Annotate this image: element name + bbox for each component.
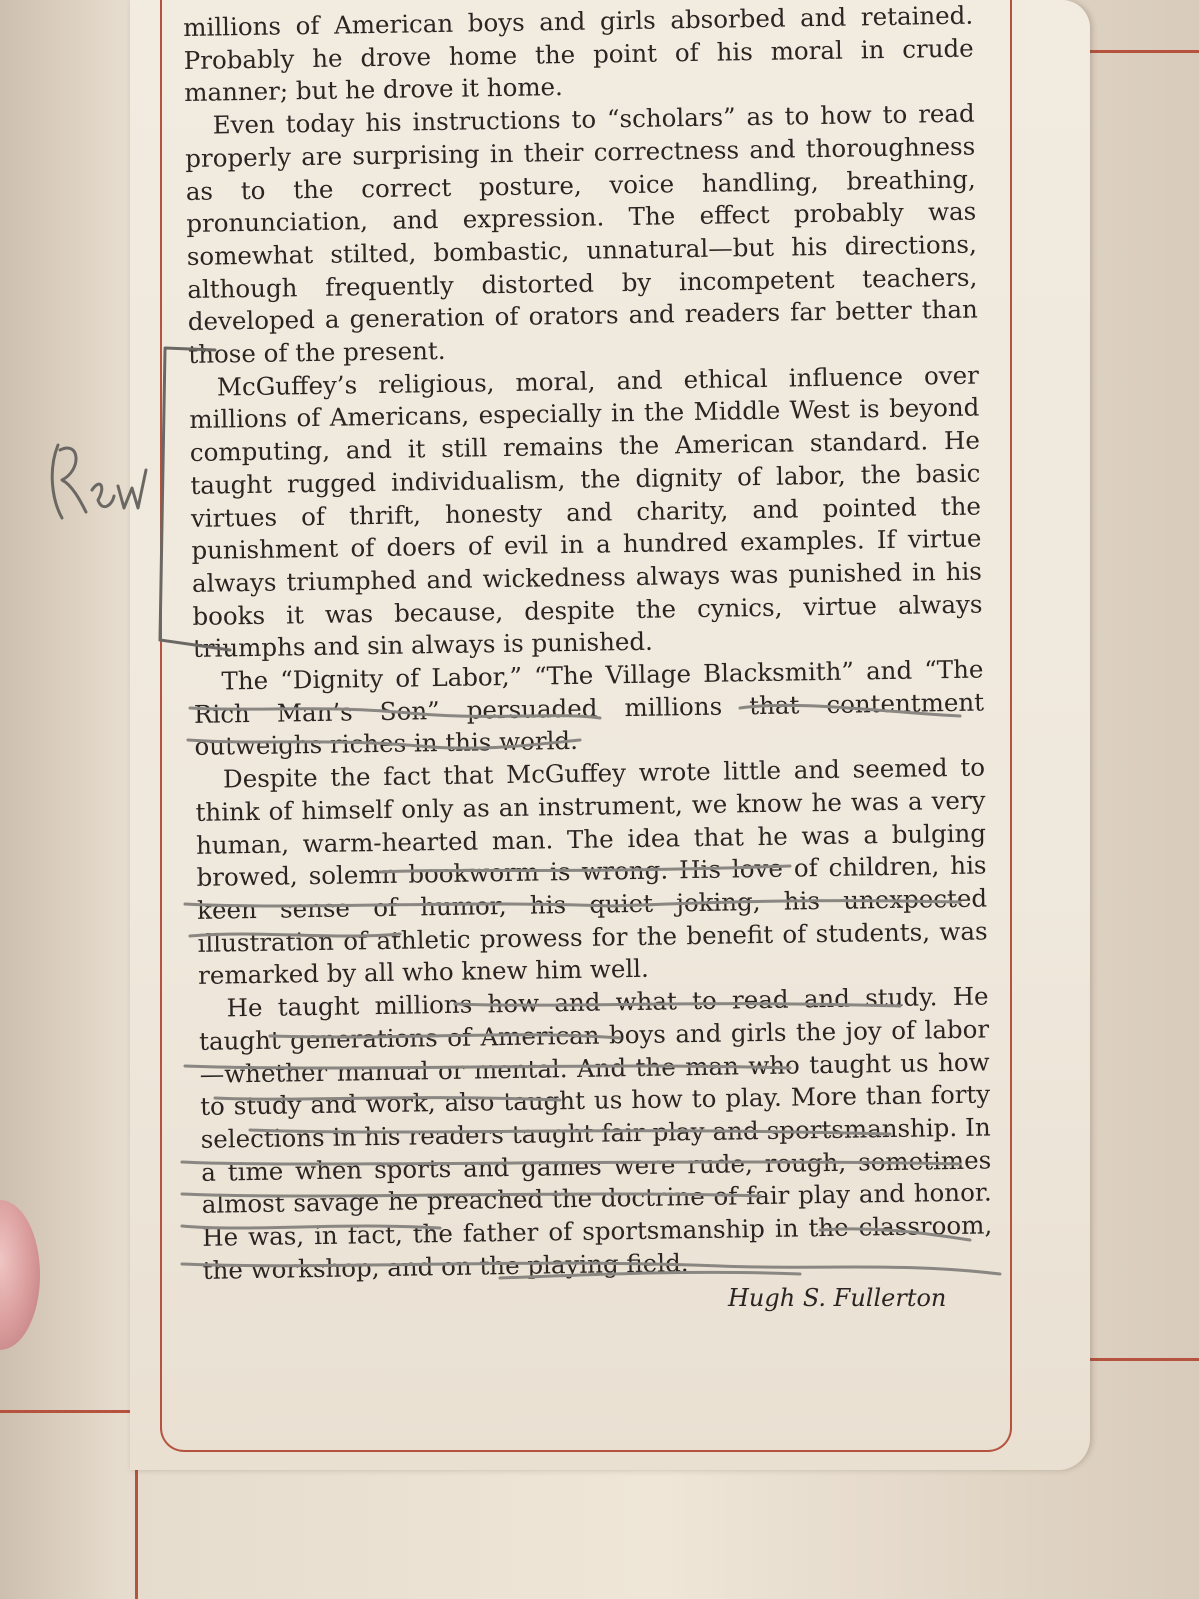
pencil-underline bbox=[185, 901, 960, 906]
paragraph-2: Even today his instructions to “scholars” as to how to read properly are surprising in their correctness and thoroughness as to the correct posture, voice handling, breathing, pronunciation, and expression. The effect probably was somewhat stilted, bombastic, unnatural—but his directions, although frequently distorted by incompetent teachers, developed a generation of orators and readers far better than those of the present. bbox=[185, 98, 978, 369]
pencil-underline bbox=[380, 866, 790, 872]
pencil-underline bbox=[820, 1229, 970, 1240]
pencil-underline bbox=[182, 1162, 960, 1164]
pencil-underline bbox=[250, 1130, 890, 1134]
author-signature: Hugh S. Fullerton bbox=[728, 1284, 947, 1312]
pencil-underline bbox=[185, 1066, 790, 1068]
pencil-underline bbox=[500, 1272, 800, 1278]
paragraph-4: The “Dignity of Labor,” “The Village Blacksmith” and “The Rich Man’s Son” persuaded millions that contentment outweighs riches in this world. bbox=[193, 654, 985, 762]
pencil-underline bbox=[182, 1194, 760, 1196]
pencil-underline bbox=[182, 1263, 1000, 1274]
pencil-underline bbox=[270, 1035, 620, 1038]
pencil-underline bbox=[190, 934, 400, 936]
margin-note-rew bbox=[52, 445, 146, 518]
pencil-underline bbox=[190, 708, 600, 718]
paragraph-5: Despite the fact that McGuffey wrote little and seemed to think of himself only as an instrument, we know he was a very human, warm-hearted man. The idea that he was a bulging browed, solemn bookworm is wrong. His love of children, his keen sense of humor, his quiet joking, his unexpected illustration of athletic prowess for the benefit of students, was remarked by all who knew him well. bbox=[195, 752, 988, 991]
pencil-bracket bbox=[160, 348, 230, 650]
paragraph-1: millions of American boys and girls absorbed and retained. Probably he drove home the point of his moral in crude manner; but he drove it home. bbox=[183, 0, 974, 108]
pencil-underline bbox=[455, 1004, 900, 1006]
pencil-underline bbox=[182, 1226, 440, 1228]
pencil-underline bbox=[215, 1098, 560, 1100]
paragraph-3: McGuffey’s religious, moral, and ethical influence over millions of Americans, especially in the Middle West is beyond computing, and it still remains the American standard. He taught rugged individualism, the dignity of labor, the basic virtues of thrift, honesty and charity, and pointed the punishment of doers of evil in a hundred examples. If virtue always triumphed and wickedness always was punished in his books it was because, despite the cynics, virtue always triumphs and sin always is punished. bbox=[189, 360, 983, 664]
pencil-underline bbox=[740, 705, 960, 716]
pencil-underline bbox=[188, 740, 580, 748]
paragraph-6: He taught millions how and what to read and study. He taught generations of American boys and girls the joy of labor—whether manual or mental. And the man who taught us how to study and work, also taught us how to play. More than forty selections in his readers taught fair play and sportsmanship. In a time when sports and games were rude, rough, sometimes almost savage he preached the doctrine of fair play and honor. He was, in fact, the father of sportsmanship in the classroom, the workshop, and on the playing field. bbox=[198, 981, 993, 1285]
